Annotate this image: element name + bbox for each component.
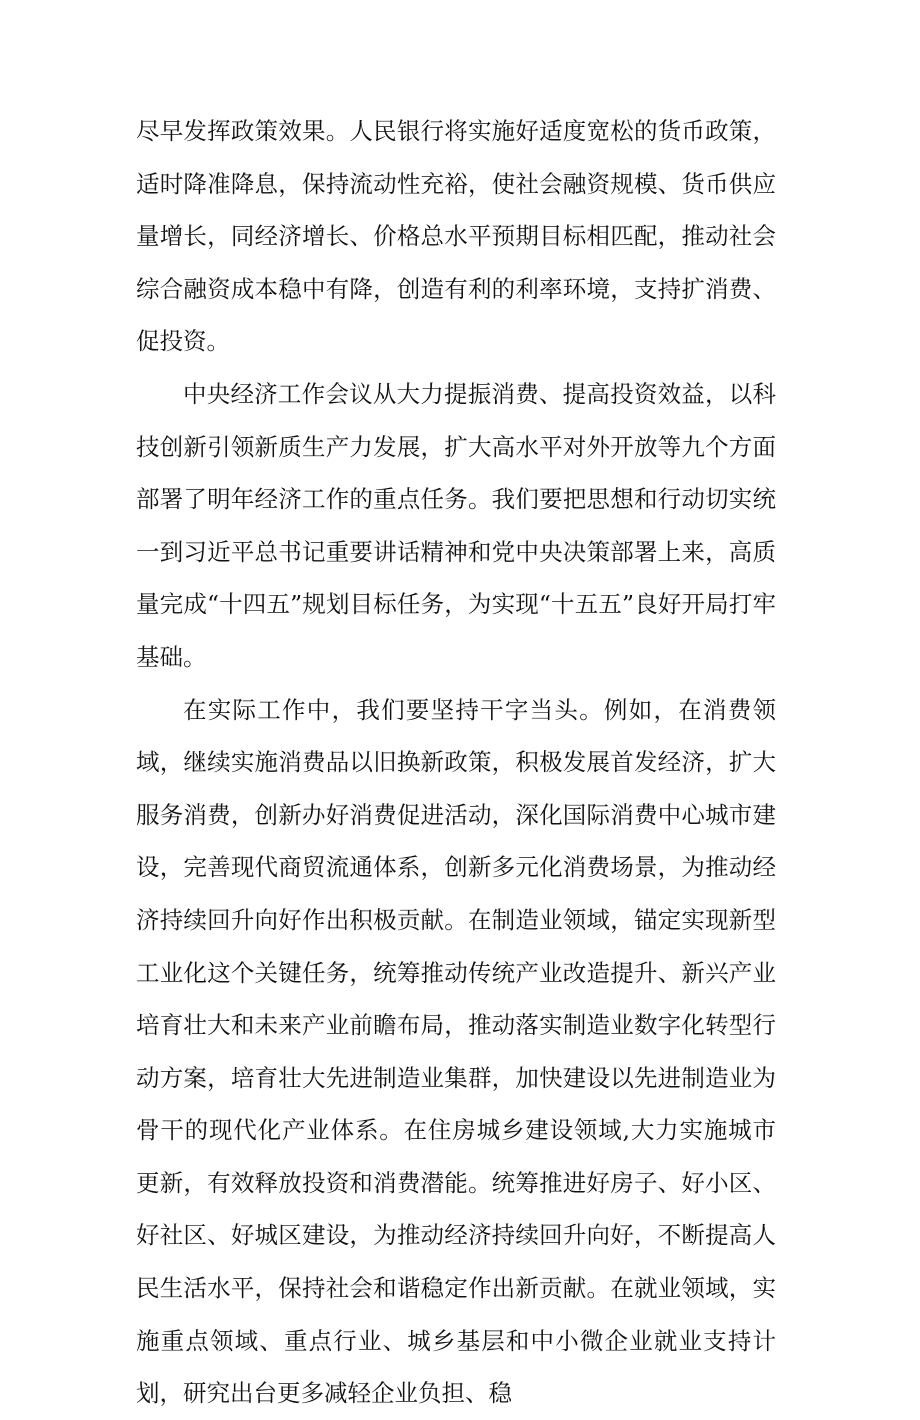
paragraph-2: 中央经济工作会议从大力提振消费、提高投资效益，以科技创新引领新质生产力发展，扩大高水平对外开放等九个方面部署了明年经济工作的重点任务。我们要把思想和行动切实统一到习近平总书记重要讲话精神和党中央决策部署上来，高质量完成“十四五”规划目标任务，为实现“十五五”良好开局打牢基础。 [136, 379, 776, 671]
paragraph-1: 尽早发挥政策效果。人民银行将实施好适度宽松的货币政策，适时降准降息，保持流动性充裕，使社会融资规模、货币供应量增长，同经济增长、价格总水平预期目标相匹配，推动社会综合融资成本稳中有降，创造有利的利率环境，支持扩消费、促投资。 [136, 117, 776, 356]
body-text [136, 105, 776, 1420]
paragraph-3: 在实际工作中，我们要坚持干字当头。例如，在消费领域，继续实施消费品以旧换新政策，积极发展首发经济，扩大服务消费，创新办好消费促进活动，深化国际消费中心城市建设，完善现代商贸流通体系，创新多元化消费场景，为推动经济持续回升向好作出积极贡献。在制造业领域，锚定实现新型工业化这个关键任务，统筹推动传统产业改造提升、新兴产业培育壮大和未来产业前瞻布局，推动落实制造业数字化转型行动方案，培育壮大先进制造业集群，加快建设以先进制造业为骨干的现代化产业体系。在住房城乡建设领域,大力实施城市更新，有效释放投资和消费潜能。统筹推进好房子、好小区、好社区、好城区建设，为推动经济持续回升向好，不断提高人民生活水平，保持社会和谐稳定作出新贡献。在就业领域，实施重点领域、重点行业、城乡基层和中小微企业就业支持计划，研究出台更多减轻企业负担、稳 [136, 695, 776, 1408]
